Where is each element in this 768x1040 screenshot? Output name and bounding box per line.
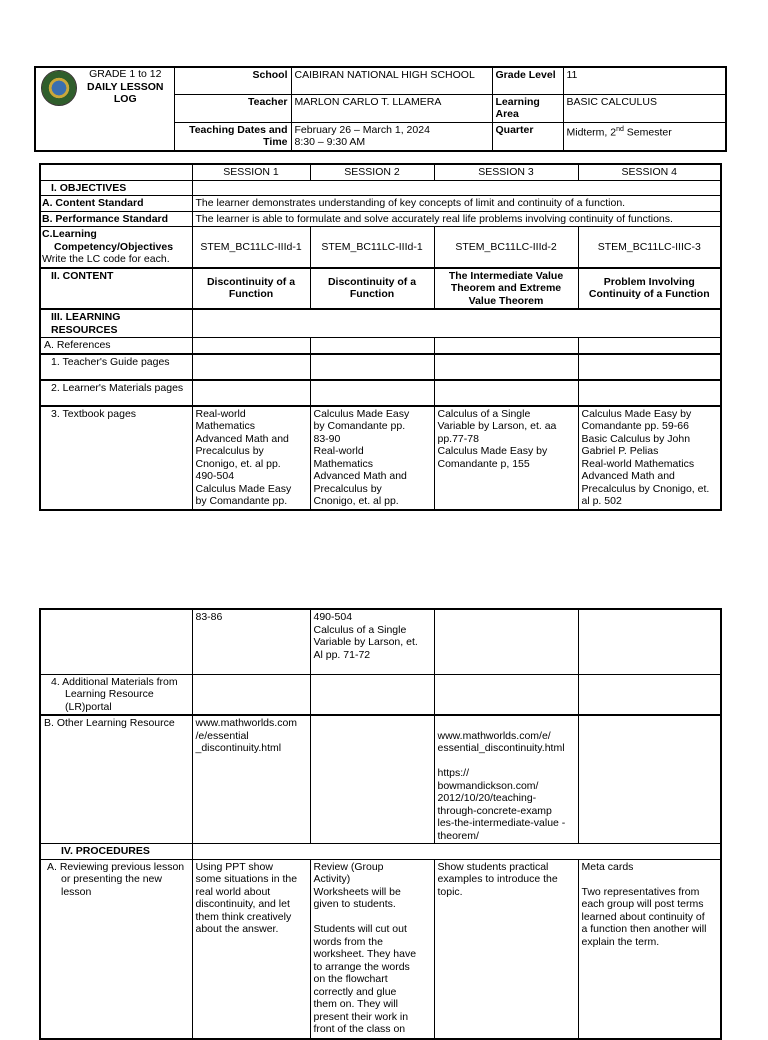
review-session-3: Show students practical examples to introduce the topic. xyxy=(434,859,578,1039)
grade-level-value: 11 xyxy=(563,67,726,94)
objectives-heading: I. OBJECTIVES xyxy=(40,180,192,196)
textbook-cont-session-3 xyxy=(434,609,578,674)
procedures-heading: IV. PROCEDURES xyxy=(40,844,192,860)
performance-standard-label: B. Performance Standard xyxy=(40,211,192,227)
references-label: A. References xyxy=(40,338,192,354)
school-value: CAIBIRAN NATIONAL HIGH SCHOOL xyxy=(291,67,492,94)
session-3-header: SESSION 3 xyxy=(434,164,578,180)
other-resource-label: B. Other Learning Resource xyxy=(40,715,192,844)
doc-title: DAILY LESSON LOG xyxy=(87,80,164,105)
textbook-session-1: Real-world Mathematics Advanced Math and Precalculus by Cnonigo, et. al pp. 490-504 Calculus Made Easy by Comandante pp. xyxy=(192,406,310,510)
content-heading: II. CONTENT xyxy=(40,268,192,310)
teacher-value: MARLON CARLO T. LLAMERA xyxy=(291,94,492,122)
other-resource-session-3: www.mathworlds.com/e/ essential_discontinuity.html https:// bowmandickson.com/ 2012/10/20/teaching- through-concrete-examp les-the-intermediate-value - theorem/ xyxy=(434,715,578,844)
other-resource-session-4 xyxy=(578,715,721,844)
quarter-label: Quarter xyxy=(492,122,563,151)
lc-label: C.Learning Competency/Objectives Write the LC code for each. xyxy=(40,227,192,268)
grade-range: GRADE 1 to 12 xyxy=(89,68,162,80)
lc-code-3: STEM_BC11LC-IIId-2 xyxy=(434,227,578,268)
other-resource-session-1: www.mathworlds.com /e/essential _discontinuity.html xyxy=(192,715,310,844)
header-title-cell xyxy=(35,67,174,151)
session-2-header: SESSION 2 xyxy=(310,164,434,180)
teachers-guide-label: 1. Teacher's Guide pages xyxy=(40,354,192,380)
review-session-1: Using PPT show some situations in the real world about discontinuity, and let them think creatively about the answer. xyxy=(192,859,310,1039)
content-standard-text: The learner demonstrates understanding of key concepts of limit and continuity of a function. xyxy=(192,196,721,212)
review-session-4: Meta cards Two representatives from each group will post terms learned about continuity of a function then another will explain the term. xyxy=(578,859,721,1039)
learning-area-label: Learning Area xyxy=(492,94,563,122)
content-topic-1: Discontinuity of a Function xyxy=(192,268,310,310)
school-label: School xyxy=(174,67,291,94)
lc-code-1: STEM_BC11LC-IIId-1 xyxy=(192,227,310,268)
lc-code-4: STEM_BC11LC-IIIC-3 xyxy=(578,227,721,268)
dates-value: February 26 – March 1, 2024 8:30 – 9:30 AM xyxy=(291,122,492,151)
session-header-row xyxy=(40,164,721,180)
content-topic-4: Problem Involving Continuity of a Function xyxy=(578,268,721,310)
lc-code-2: STEM_BC11LC-IIId-1 xyxy=(310,227,434,268)
quarter-value: Midterm, 2nd Semester xyxy=(563,122,726,151)
content-topic-3: The Intermediate Value Theorem and Extreme Value Theorem xyxy=(434,268,578,310)
textbook-session-3: Calculus of a Single Variable by Larson, et. aa pp.77-78 Calculus Made Easy by Comandante p, 155 xyxy=(434,406,578,510)
textbook-cont-session-4 xyxy=(578,609,721,674)
other-resource-session-2 xyxy=(310,715,434,844)
performance-standard-text: The learner is able to formulate and solve accurately real life problems involving continuity of functions. xyxy=(192,211,721,227)
textbook-session-2: Calculus Made Easy by Comandante pp. 83-90 Real-world Mathematics Advanced Math and Precalculus by Cnonigo, et. al pp. xyxy=(310,406,434,510)
dll-table-page1 xyxy=(39,163,722,511)
dll-table-page2 xyxy=(39,608,722,1040)
learning-resources-heading: III. LEARNING RESOURCES xyxy=(40,309,192,338)
header-table xyxy=(34,66,727,152)
textbook-label: 3. Textbook pages xyxy=(40,406,192,510)
review-label: A. Reviewing previous lesson or presenting the new lesson xyxy=(40,859,192,1039)
textbook-session-4: Calculus Made Easy by Comandante pp. 59-66 Basic Calculus by John Gabriel P. Pelias Real-world Mathematics Advanced Math and Precalculus by Cnonigo, et. al p. 502 xyxy=(578,406,721,510)
session-4-header: SESSION 4 xyxy=(578,164,721,180)
additional-materials-label: 4. Additional Materials from Learning Resource (LR)portal xyxy=(40,674,192,715)
content-topic-2: Discontinuity of a Function xyxy=(310,268,434,310)
session-1-header: SESSION 1 xyxy=(192,164,310,180)
content-standard-label: A. Content Standard xyxy=(40,196,192,212)
review-session-2: Review (Group Activity) Worksheets will be given to students. Students will cut out words from the worksheet. They have to arrange the words on the flowchart correctly and glue them on. They will present their work in front of the class on xyxy=(310,859,434,1039)
teacher-label: Teacher xyxy=(174,94,291,122)
textbook-cont-session-2: 490-504 Calculus of a Single Variable by Larson, et. Al pp. 71-72 xyxy=(310,609,434,674)
grade-level-label: Grade Level xyxy=(492,67,563,94)
learning-area-value: BASIC CALCULUS xyxy=(563,94,726,122)
deped-seal-icon xyxy=(41,70,77,106)
textbook-cont-session-1: 83-86 xyxy=(192,609,310,674)
learners-materials-label: 2. Learner's Materials pages xyxy=(40,380,192,406)
dates-label: Teaching Dates and Time xyxy=(174,122,291,151)
